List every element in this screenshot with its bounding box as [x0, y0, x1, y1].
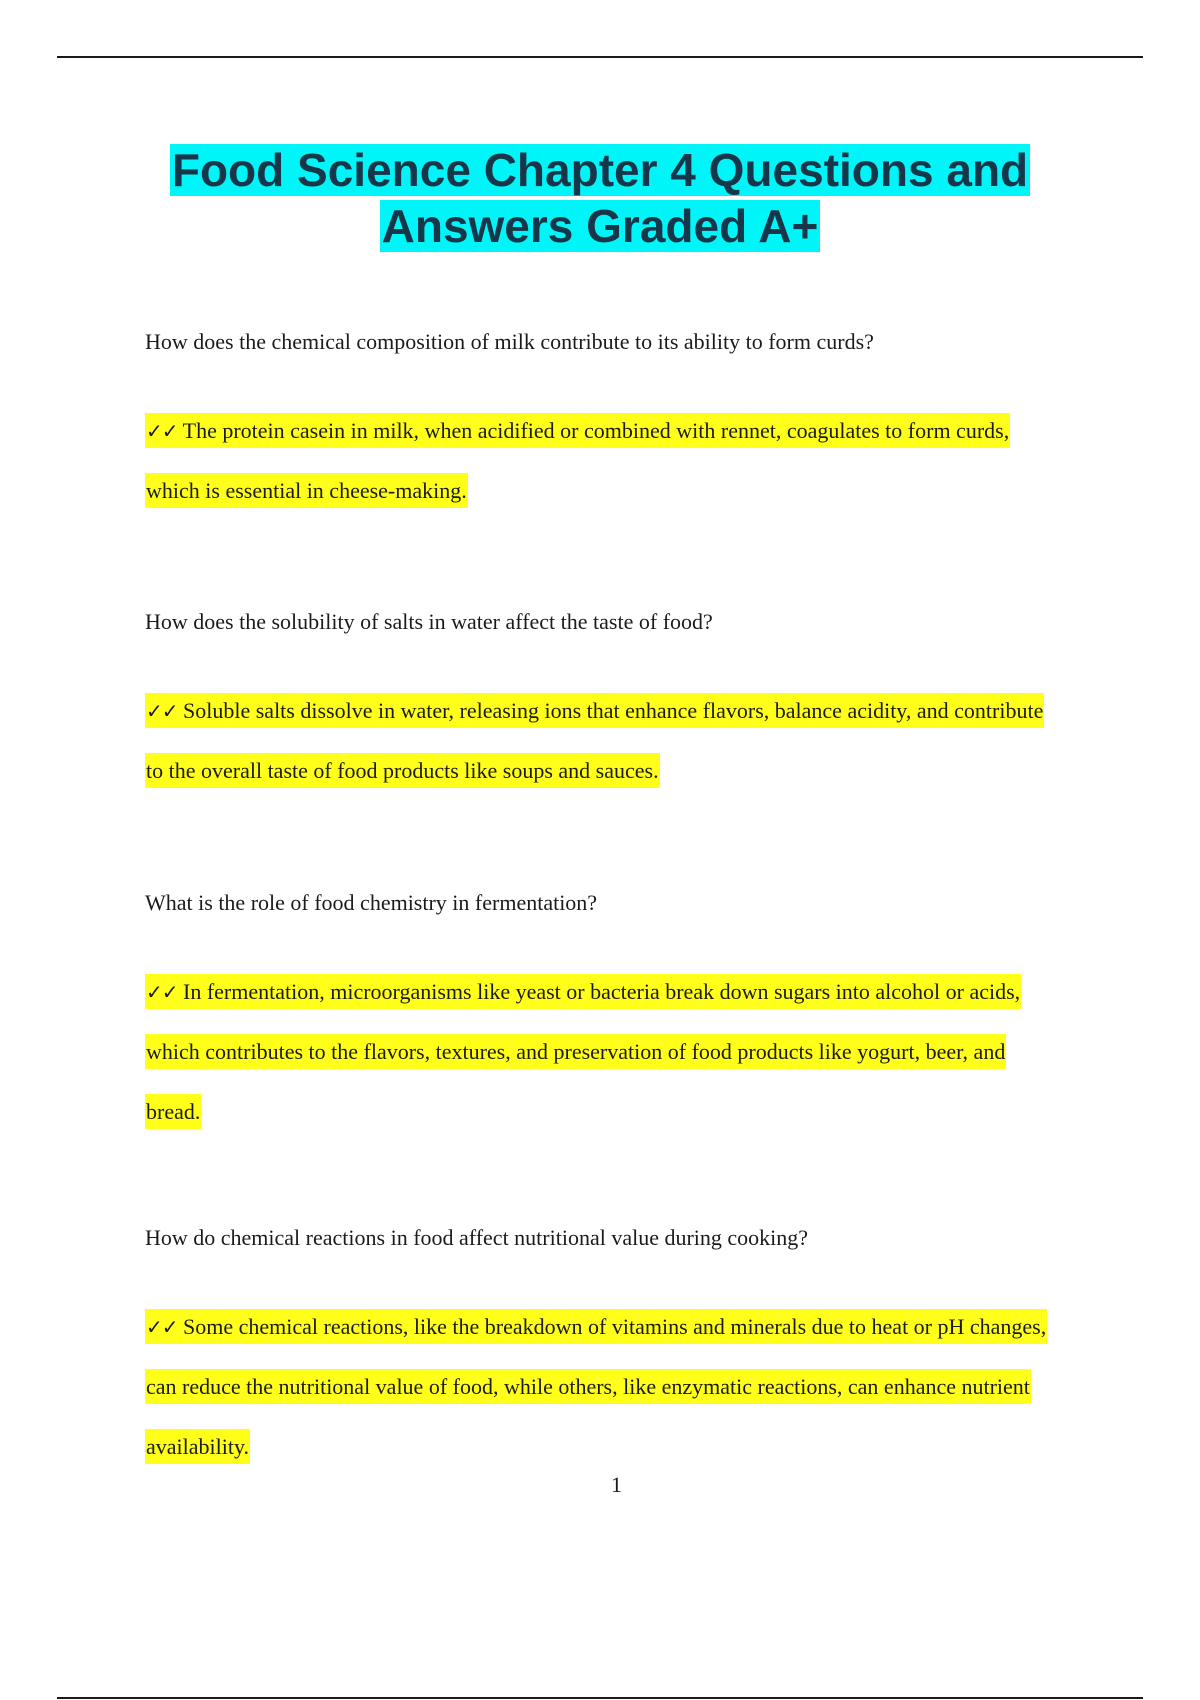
answer-highlight [145, 1309, 1047, 1464]
footer-rule [57, 1697, 1143, 1699]
double-check-icon: ✓✓ [146, 980, 178, 1004]
qa-item-3 [145, 888, 1065, 1142]
answer-highlight [145, 693, 1044, 788]
page-number: 1 [611, 1472, 622, 1497]
header-rule [57, 56, 1143, 58]
answer-highlight [145, 974, 1021, 1129]
answer-body: Some chemical reactions, like the breakdown of vitamins and minerals due to heat or pH changes, can reduce the nutritional value of food, while others, like enzymatic reactions, can enhance nutrient availability. [146, 1314, 1047, 1459]
double-check-icon: ✓✓ [146, 1315, 178, 1339]
document-title-text: Food Science Chapter 4 Questions and Answers Graded A+ [171, 144, 1029, 252]
double-check-icon: ✓✓ [146, 419, 178, 443]
answer-body: Soluble salts dissolve in water, releasing ions that enhance flavors, balance acidity, and contribute to the overall taste of food products like soups and sauces. [146, 698, 1044, 783]
answer-text [145, 962, 1065, 1142]
qa-item-4 [145, 1223, 1065, 1477]
qa-item-1 [145, 327, 1065, 521]
qa-item-2 [145, 607, 1065, 801]
document-title [90, 142, 1110, 254]
answer-body: The protein casein in milk, when acidified or combined with rennet, coagulates to form curds, which is essential in cheese-making. [146, 418, 1010, 503]
question-text: What is the role of food chemistry in fermentation? [145, 890, 598, 915]
answer-highlight [145, 413, 1010, 508]
answer-body: In fermentation, microorganisms like yeast or bacteria break down sugars into alcohol or acids, which contributes to the flavors, textures, and preservation of food products like yogurt, beer, and bread. [146, 979, 1021, 1124]
answer-text [145, 401, 1065, 521]
answer-text [145, 1297, 1065, 1477]
double-check-icon: ✓✓ [146, 699, 178, 723]
question-text: How do chemical reactions in food affect nutritional value during cooking? [145, 1225, 809, 1250]
question-text: How does the chemical composition of milk contribute to its ability to form curds? [145, 329, 874, 354]
answer-text [145, 681, 1065, 801]
question-text: How does the solubility of salts in water affect the taste of food? [145, 609, 713, 634]
